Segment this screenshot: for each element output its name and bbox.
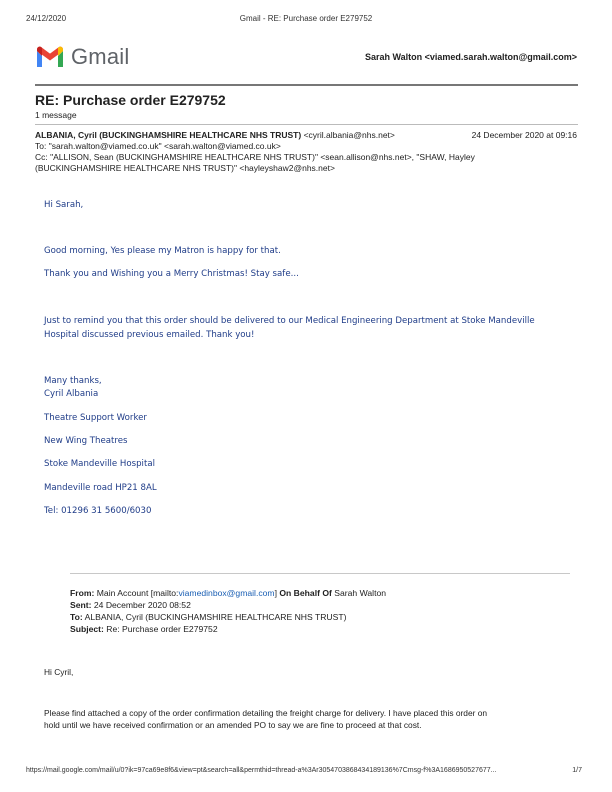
- subject-divider: [35, 124, 578, 125]
- message-date: 24 December 2020 at 09:16: [471, 130, 577, 140]
- quoted-greeting: Hi Cyril,: [44, 667, 74, 677]
- quoted-to-value: ALBANIA, Cyril (BUCKINGHAMSHIRE HEALTHCARE NHS TRUST): [84, 612, 347, 622]
- body-greeting: Hi Sarah,: [44, 200, 84, 210]
- quoted-sent-value: 24 December 2020 08:52: [93, 600, 191, 610]
- quoted-to-line: [70, 612, 346, 624]
- sender-line: [35, 130, 395, 141]
- quoted-from-line: [70, 588, 386, 600]
- page-number: 1/7: [572, 767, 582, 774]
- message-count: 1 message: [35, 110, 77, 120]
- quoted-from-link[interactable]: viamedinbox@gmail.com: [178, 588, 275, 598]
- cc-line-1: Cc: "ALLISON, Sean (BUCKINGHAMSHIRE HEALTHCARE NHS TRUST)" <sean.allison@nhs.net>, "SHAW, Hayley: [35, 152, 475, 162]
- quoted-behalf-value: Sarah Walton: [334, 588, 387, 598]
- body-line-2: Thank you and Wishing you a Merry Christmas! Stay safe...: [44, 269, 299, 279]
- signoff: Many thanks,: [44, 376, 102, 386]
- header-divider: [35, 84, 578, 86]
- signature-hospital: Stoke Mandeville Hospital: [44, 459, 155, 469]
- gmail-m-icon: [35, 45, 65, 69]
- quoted-from-pre: Main Account [mailto:: [96, 588, 179, 598]
- quoted-subject-line: [70, 624, 218, 636]
- quoted-from-label: From:: [70, 588, 95, 598]
- print-title: Gmail - RE: Purchase order E279752: [239, 14, 373, 23]
- quoted-from-post: ]: [274, 588, 277, 598]
- body-line-1: Good morning, Yes please my Matron is happy for that.: [44, 246, 281, 256]
- quoted-subject-value: Re: Purchase order E279752: [106, 624, 218, 634]
- to-line: To: "sarah.walton@viamed.co.uk" <sarah.walton@viamed.co.uk>: [35, 141, 281, 151]
- quoted-behalf-label: On Behalf Of: [279, 588, 332, 598]
- print-url: https://mail.google.com/mail/u/0?ik=97ca69e8f6&view=pt&search=all&permthid=thread-a%3Ar3054703868434189136%7Cmsg-f%3A1686950527677...: [26, 767, 497, 774]
- quoted-to-label: To:: [70, 612, 83, 622]
- gmail-wordmark: Gmail: [71, 44, 130, 69]
- signature-role: Theatre Support Worker: [44, 413, 147, 423]
- sender-email[interactable]: <cyril.albania@nhs.net>: [303, 130, 395, 140]
- quoted-para-1b: hold until we have received confirmation or an amended PO to say we are fine to proceed at that cost.: [44, 720, 422, 730]
- signature-tel: Tel: 01296 31 5600/6030: [44, 506, 152, 516]
- thread-subject: RE: Purchase order E279752: [35, 92, 226, 108]
- quoted-subject-label: Subject:: [70, 624, 104, 634]
- quoted-sent-line: [70, 600, 191, 612]
- quoted-sent-label: Sent:: [70, 600, 92, 610]
- quoted-para-1a: Please find attached a copy of the order confirmation detailing the freight charge for delivery. I have placed this order on: [44, 708, 488, 718]
- account-name: Sarah Walton <viamed.sarah.walton@gmail.com>: [364, 52, 577, 62]
- signature-name: Cyril Albania: [44, 389, 99, 399]
- body-line-3a: Just to remind you that this order should be delivered to our Medical Engineering Department at Stoke Mandeville: [44, 316, 535, 326]
- signature-dept: New Wing Theatres: [44, 436, 128, 446]
- cc-line-2: (BUCKINGHAMSHIRE HEALTHCARE NHS TRUST)" <hayleyshaw2@nhs.net>: [35, 163, 335, 173]
- signature-address: Mandeville road HP21 8AL: [44, 483, 157, 493]
- body-line-3b: Hospital discussed previous emailed. Thank you!: [44, 330, 255, 340]
- gmail-logo[interactable]: [35, 44, 129, 70]
- sender-name: ALBANIA, Cyril (BUCKINGHAMSHIRE HEALTHCARE NHS TRUST): [35, 130, 302, 140]
- print-date: 24/12/2020: [26, 14, 67, 23]
- quote-divider: [70, 573, 570, 574]
